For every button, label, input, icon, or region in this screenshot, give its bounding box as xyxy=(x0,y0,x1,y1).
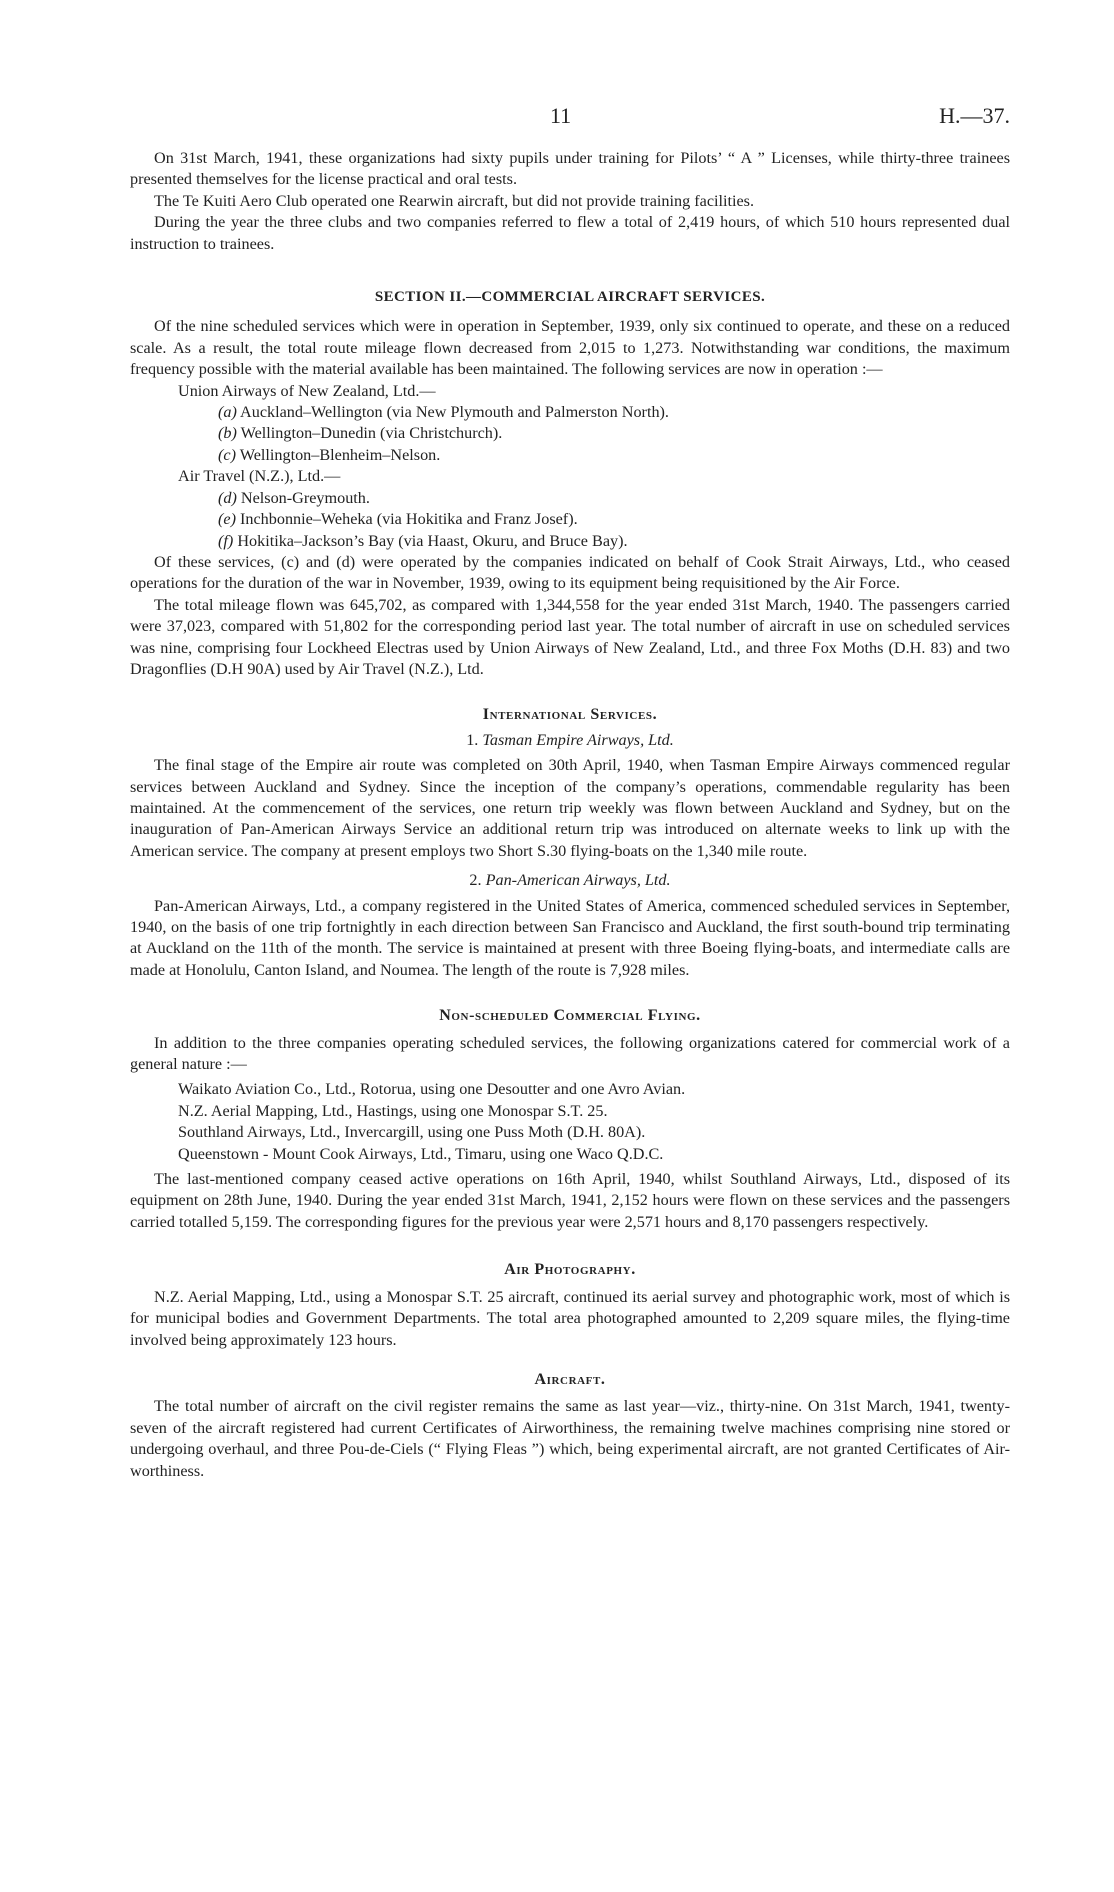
route-label: (c) xyxy=(218,445,236,464)
subheading-title: Tasman Empire Airways, Ltd. xyxy=(482,730,674,749)
commercial-paragraph: The total mileage flown was 645,702, as compared with 1,344,558 for the year ended 31st March, 1940. The passengers carried were 37,023, compared with 51,802 for the corresponding period last year. The total number of aircraft in use on scheduled services was nine, comprising four Lockheed Electras used by Union Airways of New Zealand, Ltd., and three Fox Moths (D.H. 83) and two Dragonflies (D.H 90A) used by Air Travel (N.Z.), Ltd. xyxy=(130,595,1010,678)
route-text: Inchbonnie–Weheka (via Hokitika and Franz Josef). xyxy=(240,510,578,529)
route-text: Wellington–Blenheim–Nelson. xyxy=(239,445,441,464)
route-label: (a) xyxy=(218,403,237,422)
route-item xyxy=(130,445,1010,466)
organization-item: N.Z. Aerial Mapping, Ltd., Hastings, using one Monospar S.T. 25. xyxy=(178,1101,608,1120)
commercial-paragraph: Of these services, (c) and (d) were operated by the companies indicated on behalf of Cook Strait Airways, Ltd., who ceased operations for the duration of the war in November, 1939, owing to its equipment being requisitioned by the Air Force. xyxy=(130,552,1010,593)
route-label: (b) xyxy=(218,424,237,443)
organization-item: Southland Airways, Ltd., Invercargill, using one Puss Moth (D.H. 80A). xyxy=(178,1123,646,1142)
route-item xyxy=(130,531,1010,552)
scheduled-services-list xyxy=(130,381,1010,552)
section-heading-air-photography: Air Photography. xyxy=(504,1261,636,1279)
subheading-title: Pan-American Airways, Ltd. xyxy=(485,871,671,890)
intro-paragraph: The Te Kuiti Aero Club operated one Rearwin aircraft, but did not provide training facilities. xyxy=(154,191,755,210)
organizations-list xyxy=(130,1079,1010,1165)
subheading-number: 1. xyxy=(466,730,479,749)
route-item xyxy=(130,423,1010,444)
route-item xyxy=(130,509,1010,530)
intro-paragraph: On 31st March, 1941, these organizations had sixty pupils under training for Pilots’ “ A ” Licenses, while thirty-three trainees presented themselves for the license practical and oral tests. xyxy=(130,149,1010,189)
organization-item: Queenstown - Mount Cook Airways, Ltd., Timaru, using one Waco Q.D.C. xyxy=(178,1144,664,1163)
section-heading-non-scheduled: Non-scheduled Commercial Flying. xyxy=(439,1007,701,1025)
route-text: Hokitika–Jackson’s Bay (via Haast, Okuru, and Bruce Bay). xyxy=(237,531,628,550)
route-item xyxy=(130,402,1010,423)
route-label: (d) xyxy=(218,488,237,507)
subheading-tasman xyxy=(130,730,1010,751)
non-scheduled-paragraph: In addition to the three companies operating scheduled services, the following organizations catered for commercial work of a general nature :— xyxy=(130,1033,1010,1074)
subheading-pan-american xyxy=(130,870,1010,891)
document-reference: H.—37. xyxy=(939,103,1010,128)
subheading-number: 2. xyxy=(469,871,482,890)
air-photography-paragraph: N.Z. Aerial Mapping, Ltd., using a Monospar S.T. 25 aircraft, continued its aerial survey and photographic work, most of which is for municipal bodies and Government Departments. The total area photographed amounted to 2,209 square miles, the flying-time involved being approximately 123 hours. xyxy=(130,1287,1010,1349)
section-heading-international: International Services. xyxy=(482,706,658,724)
commercial-paragraph: Of the nine scheduled services which were in operation in September, 1939, only six continued to operate, and these on a reduced scale. As a result, the total route mileage flown decreased from 2,015 to 1,273. Notwithstanding war conditions, the maximum frequency possible with the material available has been maintained. The following services are now in operation :— xyxy=(130,317,1010,379)
route-label: (f) xyxy=(218,531,234,550)
operator-name: Air Travel (N.Z.), Ltd.— xyxy=(178,467,341,486)
route-text: Wellington–Dunedin (via Christchurch). xyxy=(240,424,503,443)
intro-paragraph: During the year the three clubs and two companies referred to flew a total of 2,419 hours, of which 510 hours represented dual instruction to trainees. xyxy=(130,213,1010,253)
page-number: 11 xyxy=(550,103,572,128)
section-heading-aircraft: Aircraft. xyxy=(534,1370,606,1388)
body-text xyxy=(130,148,1010,1482)
non-scheduled-paragraph: The last-mentioned company ceased active operations on 16th April, 1940, whilst Southland Airways, Ltd., disposed of its equipment on 28th June, 1940. During the year ended 31st March, 1941, 2,152 hours were flown on these services and the passengers carried totalled 5,159. The corresponding figures for the previous year were 2,571 hours and 8,170 passengers respectively. xyxy=(130,1170,1010,1231)
route-label: (e) xyxy=(218,510,236,529)
operator-name: Union Airways of New Zealand, Ltd.— xyxy=(178,381,436,400)
international-paragraph: Pan-American Airways, Ltd., a company registered in the United States of America, commenced scheduled services in September, 1940, on the basis of one trip fortnightly in each direction between San Francisco and Auckland, the first south-bound trip terminating at Auckland on the 11th of the month. The service is maintained at present with three Boeing flying-boats, and intermediate calls are made at Honolulu, Canton Island, and Noumea. The length of the route is 7,928 miles. xyxy=(130,896,1010,979)
route-text: Auckland–Wellington (via New Plymouth and Palmerston North). xyxy=(240,403,669,422)
section-heading-commercial: SECTION II.—COMMERCIAL AIRCRAFT SERVICES. xyxy=(374,289,766,306)
organization-item: Waikato Aviation Co., Ltd., Rotorua, using one Desoutter and one Avro Avian. xyxy=(178,1080,686,1099)
aircraft-paragraph: The total number of aircraft on the civil register remains the same as last year—viz., thirty-nine. On 31st March, 1941, twenty-seven of the aircraft registered had current Certificates of Airworthiness, the remaining twelve machines comprising nine stored or undergoing overhaul, and three Pou-de-Ciels (“ Flying Fleas ”) which, being experimental aircraft, are not granted Certificates of Air-worthiness. xyxy=(130,1397,1010,1480)
route-text: Nelson-Greymouth. xyxy=(240,488,370,507)
international-paragraph: The final stage of the Empire air route was completed on 30th April, 1940, when Tasman Empire Airways commenced regular services between Auckland and Sydney. Since the inception of the company’s operations, commendable regularity has been maintained. At the commencement of the services, one return trip weekly was flown between Auckland and Sydney, but on the inauguration of Pan-American Airways Service an additional return trip was introduced on alternate weeks to link up with the American service. The company at present employs two Short S.30 flying-boats on the 1,340 mile route. xyxy=(130,756,1010,860)
route-item xyxy=(130,488,1010,509)
